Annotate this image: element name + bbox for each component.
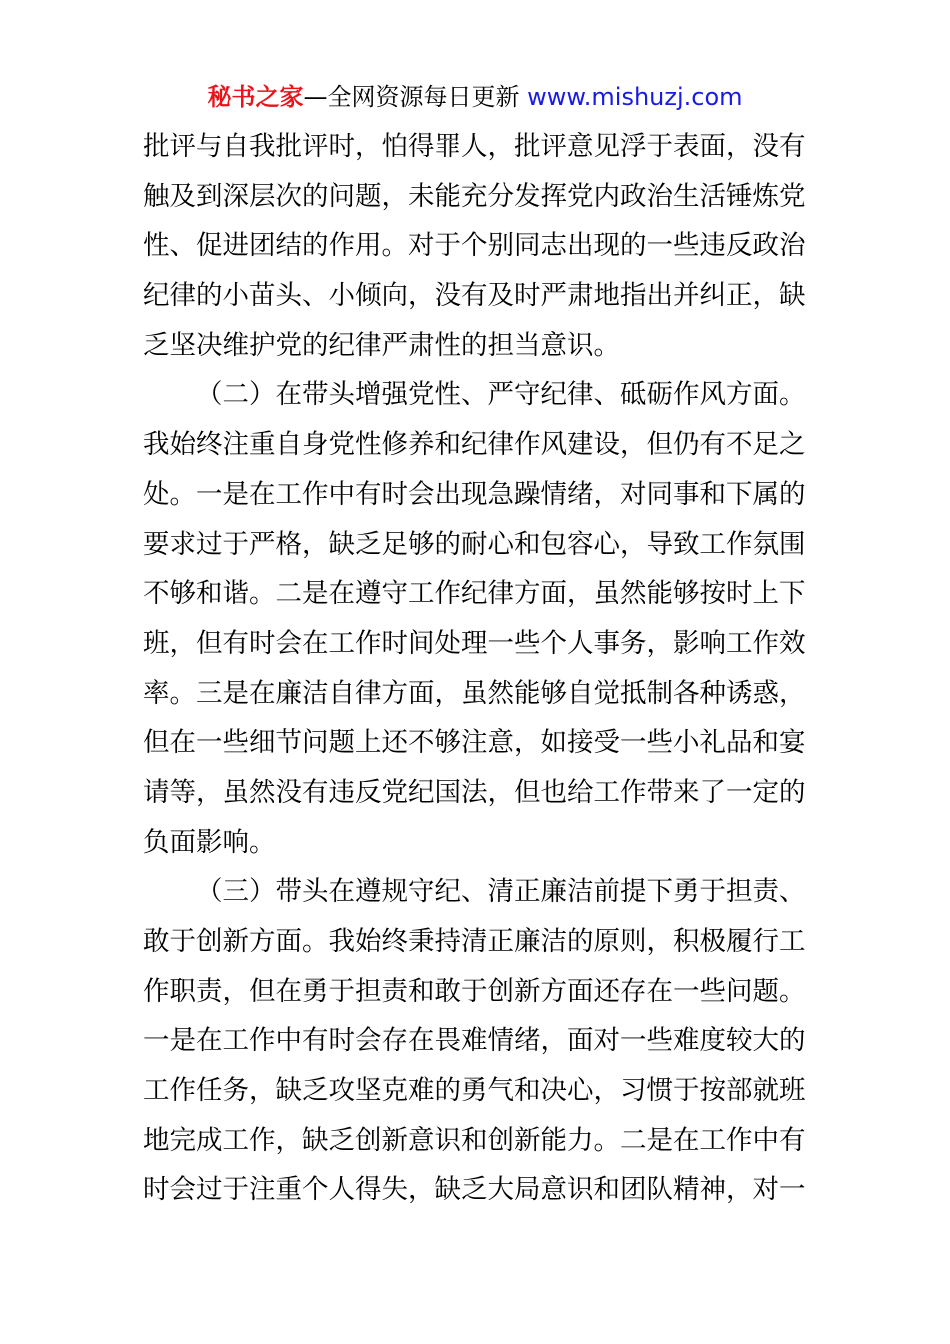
text-line: 作职责，但在勇于担责和敢于创新方面还存在一些问题。 bbox=[143, 975, 806, 1007]
text-line: 请等，虽然没有违反党纪国法，但也给工作带来了一定的 bbox=[143, 776, 806, 808]
header-site-link[interactable]: www.mishuzj.com bbox=[527, 83, 743, 111]
text-line: 乏坚决维护党的纪律严肃性的担当意识。 bbox=[143, 329, 620, 361]
text-line: 批评与自我批评时，怕得罪人，批评意见浮于表面，没有 bbox=[143, 131, 806, 162]
header-tagline: —全网资源每日更新 bbox=[303, 83, 528, 111]
section-heading-2: （二）在带头增强党性、严守纪律、砥砺作风方面。 bbox=[196, 379, 806, 411]
text-line: 地完成工作，缺乏创新意识和创新能力。二是在工作中有 bbox=[143, 1124, 806, 1156]
text-line: 处。一是在工作中有时会出现急躁情绪，对同事和下属的 bbox=[143, 478, 806, 510]
text-line: 一是在工作中有时会存在畏难情绪，面对一些难度较大的 bbox=[143, 1025, 806, 1057]
text-line: 触及到深层次的问题，未能充分发挥党内政治生活锤炼党 bbox=[143, 180, 806, 212]
text-line: 敢于创新方面。我始终秉持清正廉洁的原则，积极履行工 bbox=[143, 926, 806, 957]
section-heading-3: （三）带头在遵规守纪、清正廉洁前提下勇于担责、 bbox=[196, 876, 806, 908]
header-brand: 秘书之家 bbox=[207, 83, 304, 111]
text-line: 我始终注重自身党性修养和纪律作风建设，但仍有不足之 bbox=[143, 429, 806, 461]
text-line: 工作任务，缺乏攻坚克难的勇气和决心，习惯于按部就班 bbox=[143, 1075, 806, 1107]
site-header bbox=[0, 80, 950, 114]
document-body bbox=[143, 122, 807, 1215]
text-line: 负面影响。 bbox=[143, 826, 276, 858]
text-line: 率。三是在廉洁自律方面，虽然能够自觉抵制各种诱惑， bbox=[143, 677, 806, 709]
text-line: 但在一些细节问题上还不够注意，如接受一些小礼品和宴 bbox=[143, 727, 806, 759]
text-line: 时会过于注重个人得失，缺乏大局意识和团队精神，对一 bbox=[143, 1174, 806, 1206]
text-line: 不够和谐。二是在遵守工作纪律方面，虽然能够按时上下 bbox=[143, 578, 806, 610]
text-line: 班，但有时会在工作时间处理一些个人事务，影响工作效 bbox=[143, 627, 806, 659]
text-line: 要求过于严格，缺乏足够的耐心和包容心，导致工作氛围 bbox=[143, 528, 806, 560]
text-line: 纪律的小苗头、小倾向，没有及时严肃地指出并纠正，缺 bbox=[143, 280, 806, 312]
text-line: 性、促进团结的作用。对于个别同志出现的一些违反政治 bbox=[143, 230, 806, 262]
